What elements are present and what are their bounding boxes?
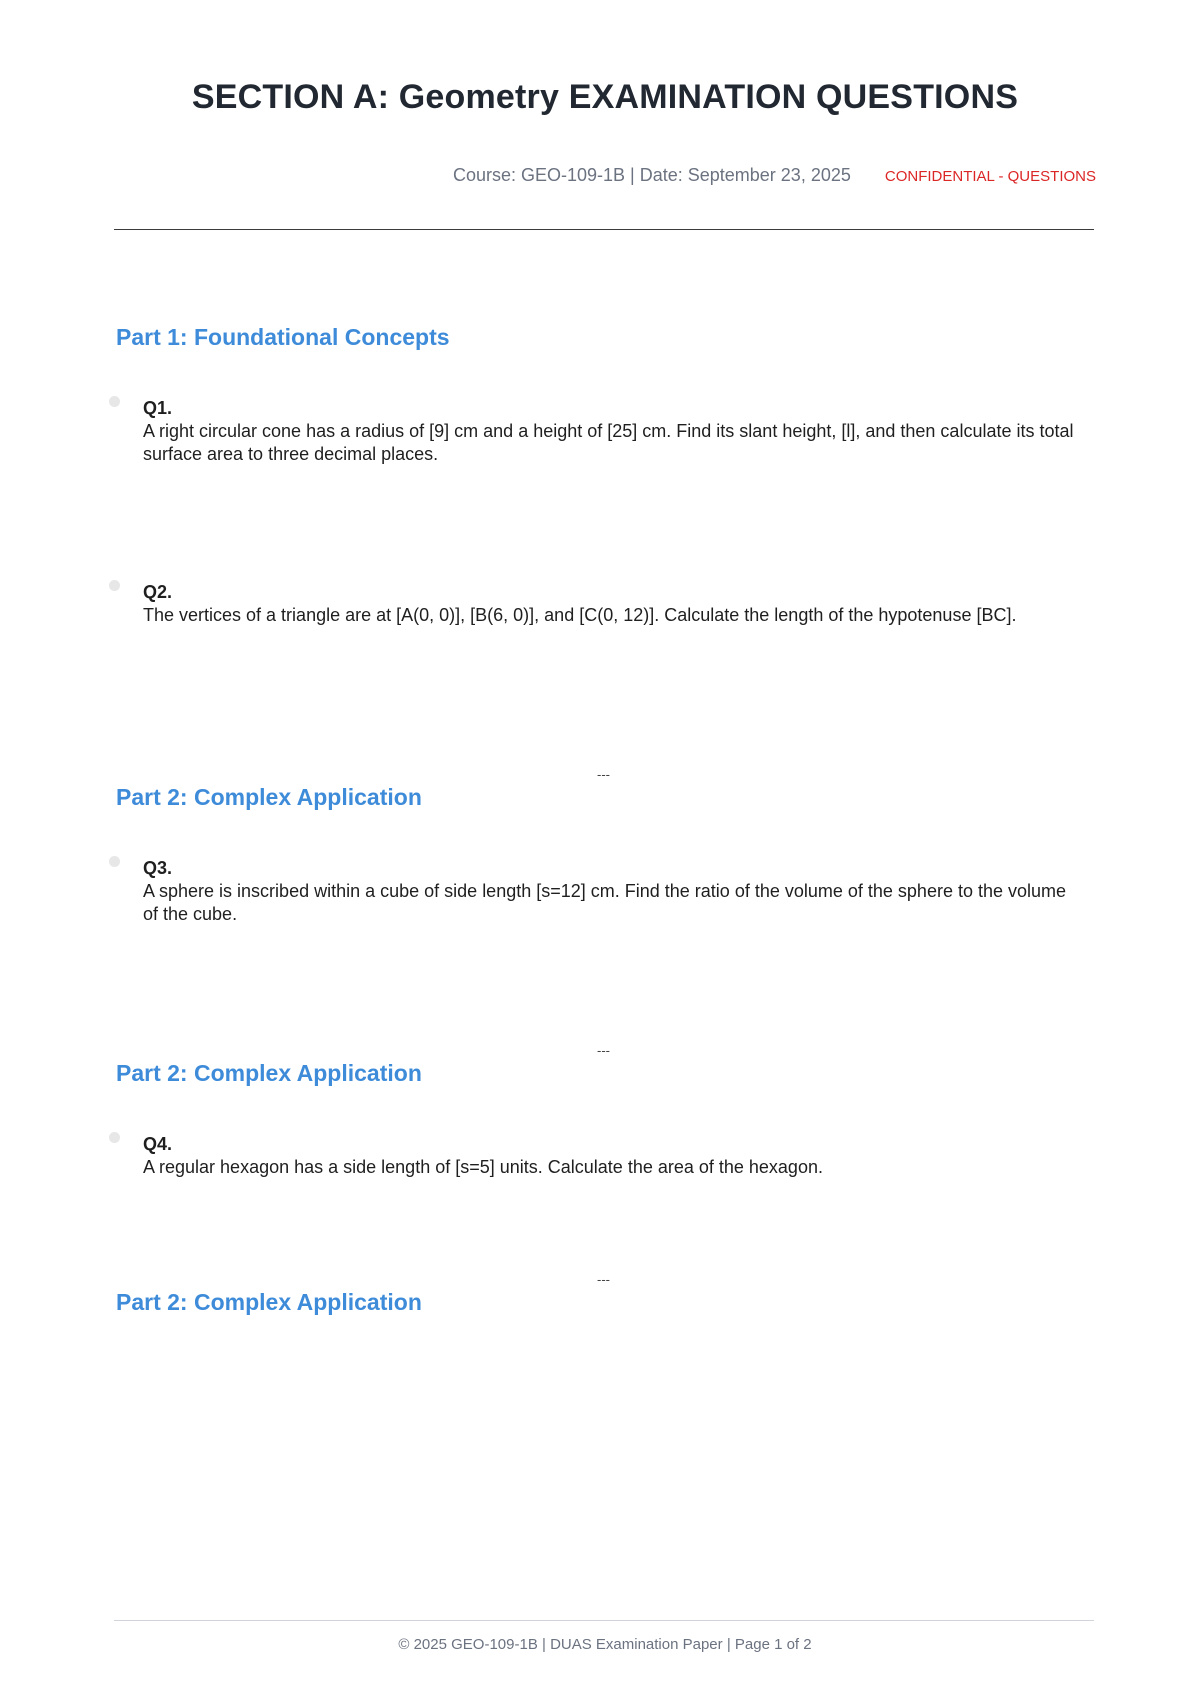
question-text: A right circular cone has a radius of [9] cm and a height of [25] cm. Find its slant height, [l], and then calculate its total surface area to three decimal places. xyxy=(143,421,1074,464)
question-label: Q1. xyxy=(143,398,173,418)
page-footer: © 2025 GEO-109-1B | DUAS Examination Paper | Page 1 of 2 xyxy=(398,1636,812,1653)
part-heading: Part 1: Foundational Concepts xyxy=(116,324,450,350)
question-label: Q4. xyxy=(143,1134,173,1154)
question-text: A sphere is inscribed within a cube of side length [s=12] cm. Find the ratio of the volume of the sphere to the volume of the cube. xyxy=(143,881,1067,924)
question-item xyxy=(143,397,1083,466)
question-label: Q3. xyxy=(143,858,173,878)
question-text: A regular hexagon has a side length of [s=5] units. Calculate the area of the hexagon. xyxy=(143,1157,823,1177)
question-item xyxy=(143,1133,1083,1179)
separator: --- xyxy=(597,1272,610,1287)
part-heading: Part 2: Complex Application xyxy=(116,1289,422,1315)
question-item xyxy=(143,581,1083,627)
bullet-dot xyxy=(109,856,120,867)
bullet-dot xyxy=(109,1132,120,1143)
footer-divider xyxy=(114,1620,1094,1621)
page-title: SECTION A: Geometry EXAMINATION QUESTIONS xyxy=(191,78,1019,116)
question-text: The vertices of a triangle are at [A(0, 0)], [B(6, 0)], and [C(0, 12)]. Calculate the length of the hypotenuse [BC]. xyxy=(143,605,1017,625)
bullet-dot xyxy=(109,580,120,591)
question-label: Q2. xyxy=(143,582,173,602)
bullet-dot xyxy=(109,396,120,407)
part-heading: Part 2: Complex Application xyxy=(116,1060,422,1086)
course-date-text: Course: GEO-109-1B | Date: September 23, 2025 xyxy=(452,165,851,185)
question-item xyxy=(143,857,1083,926)
meta-line xyxy=(453,165,1096,186)
confidential-label: CONFIDENTIAL - QUESTIONS xyxy=(884,168,1096,185)
separator: --- xyxy=(597,767,610,782)
separator: --- xyxy=(597,1043,610,1058)
header-divider xyxy=(114,229,1094,230)
part-heading: Part 2: Complex Application xyxy=(116,784,422,810)
